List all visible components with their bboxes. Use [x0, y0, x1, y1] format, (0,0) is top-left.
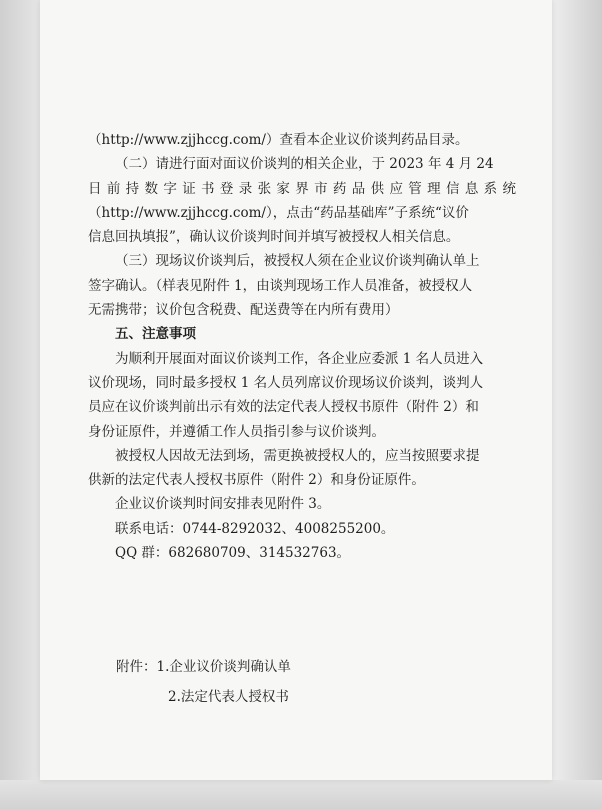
- scan-edge-left: [0, 0, 40, 809]
- attachment-item: 1.企业议价谈判确认单: [156, 659, 291, 675]
- document-body: [88, 128, 516, 565]
- text-line: 信息回执填报”，确认议价谈判时间并填写被授权人相关信息。: [88, 229, 460, 246]
- text-line: 日前持数字证书登录张家界市药品供应管理信息系统: [88, 180, 516, 197]
- section-heading: 五、注意事项: [115, 326, 196, 343]
- text-line: 议价现场，同时最多授权 1 名人员列席议价现场议价谈判，谈判人: [88, 374, 484, 391]
- text-line: （三）现场议价谈判后，被授权人须在企业议价谈判确认单上: [115, 253, 480, 270]
- scan-edge-bottom: [0, 780, 602, 809]
- text-line: 员应在议价谈判前出示有效的法定代表人授权书原件（附件 2）和: [88, 399, 479, 416]
- text-line: 被授权人因故无法到场，需更换被授权人的，应当按照要求提: [115, 447, 480, 464]
- attachment-item: 2.法定代表人授权书: [168, 689, 289, 705]
- attachment-row: [116, 682, 291, 712]
- text-line: 身份证原件，并遵循工作人员指引参与议价谈判。: [88, 423, 385, 440]
- text-line: 无需携带；议价包含税费、配送费等在内所有费用）: [88, 302, 399, 319]
- attachments-list: [116, 652, 291, 712]
- attachment-row: [116, 652, 291, 682]
- text-line: （http://www.zjjhccg.com/），点击“药品基础库”子系统“议价: [88, 204, 469, 221]
- text-line: 供新的法定代表人授权书原件（附件 2）和身份证原件。: [88, 472, 425, 489]
- contact-phone: 联系电话：0744-8292032、4008255200。: [115, 520, 395, 537]
- text-line: （http://www.zjjhccg.com/）查看本企业议价谈判药品目录。: [88, 132, 469, 148]
- contact-qq: QQ 群：682680709、314532763。: [115, 545, 351, 562]
- text-line: 签字确认。（样表见附件 1，由谈判现场工作人员准备，被授权人: [88, 277, 473, 294]
- attachments-label: 附件：: [116, 659, 157, 675]
- text-line: 企业议价谈判时间安排表见附件 3。: [115, 496, 331, 513]
- scan-edge-right: [552, 0, 602, 809]
- text-line: 为顺利开展面对面议价谈判工作，各企业应委派 1 名人员进入: [115, 350, 484, 367]
- text-line: （二）请进行面对面议价谈判的相关企业，于 2023 年 4 月 24: [115, 156, 494, 173]
